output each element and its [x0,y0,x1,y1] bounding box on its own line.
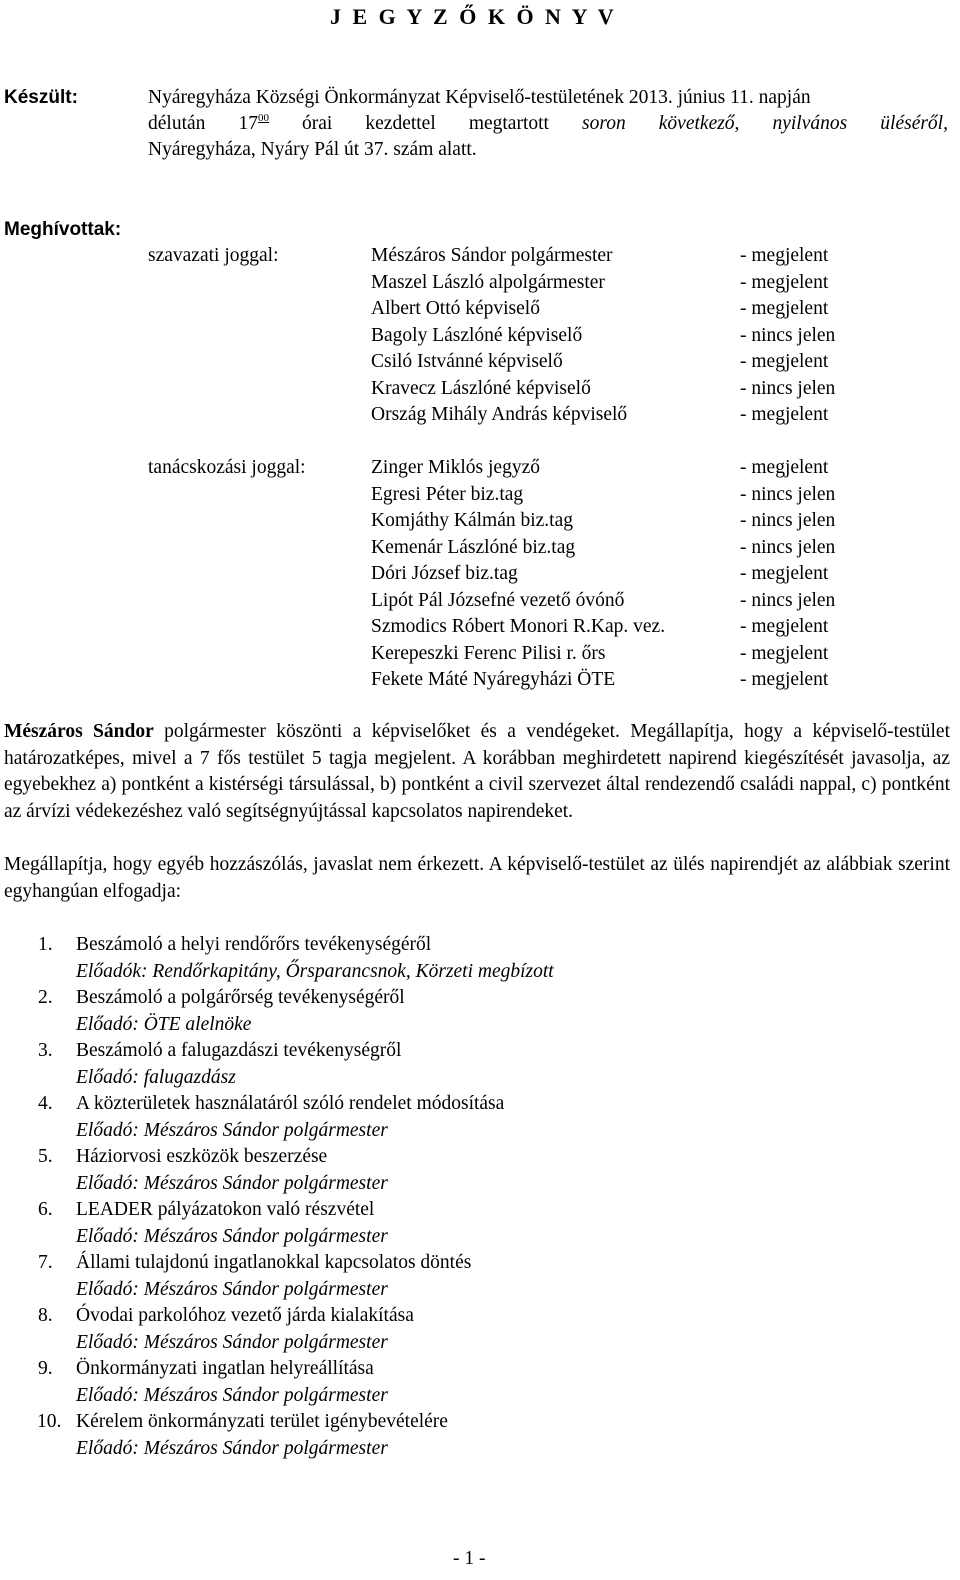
agenda-presenter: Előadó: Mészáros Sándor polgármester [76,1225,388,1247]
group-label-szavazati: szavazati joggal: [148,245,279,266]
agenda-presenter: Előadó: Mészáros Sándor polgármester [76,1172,388,1194]
agenda-number: 5. [38,1146,53,1167]
agenda-presenter: Előadó: Mészáros Sándor polgármester [76,1437,388,1459]
keszult-line2-pre: délután 17 [148,113,258,134]
agenda-presenter: Előadó: Mészáros Sándor polgármester [76,1384,388,1406]
document-title: J E G Y Z Ő K Ö N Y V [330,4,617,29]
agenda-presenter: Előadó: Mészáros Sándor polgármester [76,1278,388,1300]
attendee-status: - megjelent [740,669,829,690]
agenda-presenter: Előadó: Mészáros Sándor polgármester [76,1331,388,1353]
agenda-presenter: Előadók: Rendőrkapitány, Őrsparancsnok, Körzeti megbízott [76,960,554,982]
attendee-status: - megjelent [740,563,829,584]
agenda-number: 1. [38,934,53,955]
keszult-line2-italic: soron következő, nyilvános üléséről, [582,113,948,134]
keszult-line2 [148,114,948,134]
agenda-title: Óvodai parkolóhoz vezető járda kialakítása [76,1305,414,1326]
keszult-line2-mid: órai kezdettel megtartott [268,113,583,134]
agenda-number: 7. [38,1252,53,1273]
attendee-status: - megjelent [740,404,829,425]
agenda-number: 8. [38,1305,53,1326]
agenda-title: Beszámoló a polgárőrség tevékenységéről [76,987,405,1008]
attendee-status: - megjelent [740,351,829,372]
attendee-name: Bagoly Lászlóné képviselő [371,324,583,346]
agenda-title: Háziorvosi eszközök beszerzése [76,1146,328,1167]
attendee-name: Dóri József biz.tag [371,563,518,584]
attendee-name: Mészáros Sándor polgármester [371,245,613,266]
attendee-name: Szmodics Róbert Monori R.Kap. vez. [371,616,666,637]
attendee-status: - megjelent [740,457,829,478]
agenda-presenter: Előadó: ÖTE alelnöke [76,1013,252,1035]
attendee-name: Csiló Istvánné képviselő [371,351,563,372]
attendee-name: Albert Ottó képviselő [371,298,540,319]
attendee-name: Fekete Máté Nyáregyházi ÖTE [371,669,616,690]
agenda-title: A közterületek használatáról szóló rendelet módosítása [76,1093,505,1114]
attendee-status: - megjelent [740,616,829,637]
mayor-name: Mészáros Sándor [4,721,154,742]
agenda-title: Beszámoló a falugazdászi tevékenységről [76,1040,402,1061]
agenda-number: 4. [38,1093,53,1114]
attendee-status: - megjelent [740,298,829,319]
attendee-name: Zinger Miklós jegyző [371,457,540,478]
attendee-status: - nincs jelen [740,377,836,399]
attendee-status: - nincs jelen [740,483,836,505]
attendee-status: - megjelent [740,642,829,664]
paragraph-agenda-approval: Megállapítja, hogy egyéb hozzászólás, javaslat nem érkezett. A képviselő-testület az ülés napirendjét az alábbiak szerint egyhangúan elfogadja: [4,854,950,902]
paragraph-opening [4,719,950,825]
agenda-title: Állami tulajdonú ingatlanokkal kapcsolatos döntés [76,1252,472,1273]
keszult-line3: Nyáregyháza, Nyáry Pál út 37. szám alatt. [148,139,477,160]
attendee-status: - nincs jelen [740,324,836,346]
paragraph-opening-text: polgármester köszönti a képviselőket és a vendégeket. Megállapítja, hogy a képviselő-testület határozatképes, mivel a 7 fős testület 5 tagja megjelent. A korábban meghirdetett napirend kiegészítését javasolja, az egyebekhez a) pontként a kistérségi társulással, b) pontként a civil szervezet által rendezendő családi nappal, c) pontként az árvízi védekezéshez való segítségnyújtással kapcsolatos napirendeket. [4,721,950,822]
group-label-tanacskozasi: tanácskozási joggal: [148,457,306,478]
agenda-presenter: Előadó: falugazdász [76,1066,236,1088]
attendee-name: Lipót Pál Józsefné vezető óvónő [371,589,625,611]
attendee-name: Komjáthy Kálmán biz.tag [371,510,573,531]
attendee-name: Egresi Péter biz.tag [371,483,524,505]
agenda-presenter: Előadó: Mészáros Sándor polgármester [76,1119,388,1141]
agenda-title: Kérelem önkormányzati terület igénybevételére [76,1411,448,1432]
agenda-number: 3. [38,1040,53,1061]
agenda-title: LEADER pályázatokon való részvétel [76,1199,375,1220]
attendee-status: - megjelent [740,245,829,266]
agenda-number: 10. [37,1411,62,1432]
attendee-status: - nincs jelen [740,589,836,611]
attendee-name: Kemenár Lászlóné biz.tag [371,536,576,558]
attendee-status: - nincs jelen [740,536,836,558]
attendee-name: Ország Mihály András képviselő [371,404,628,425]
attendee-name: Maszel László alpolgármester [371,271,605,293]
attendee-name: Kerepeszki Ferenc Pilisi r. őrs [371,642,606,664]
meghivottak-label: Meghívottak: [4,219,122,240]
keszult-label: Készült: [4,87,78,108]
agenda-number: 2. [38,987,53,1008]
keszult-line1: Nyáregyháza Községi Önkormányzat Képviselő-testületének 2013. június 11. napján [148,87,811,108]
agenda-number: 6. [38,1199,53,1220]
agenda-number: 9. [38,1358,53,1379]
agenda-title: Önkormányzati ingatlan helyreállítása [76,1358,374,1379]
page-number: - 1 - [453,1548,486,1569]
keszult-time-sup: 00 [257,112,269,124]
attendee-status: - megjelent [740,271,829,293]
attendee-name: Kravecz Lászlóné képviselő [371,377,591,399]
attendee-status: - nincs jelen [740,510,836,531]
agenda-title: Beszámoló a helyi rendőrőrs tevékenységéről [76,934,432,955]
